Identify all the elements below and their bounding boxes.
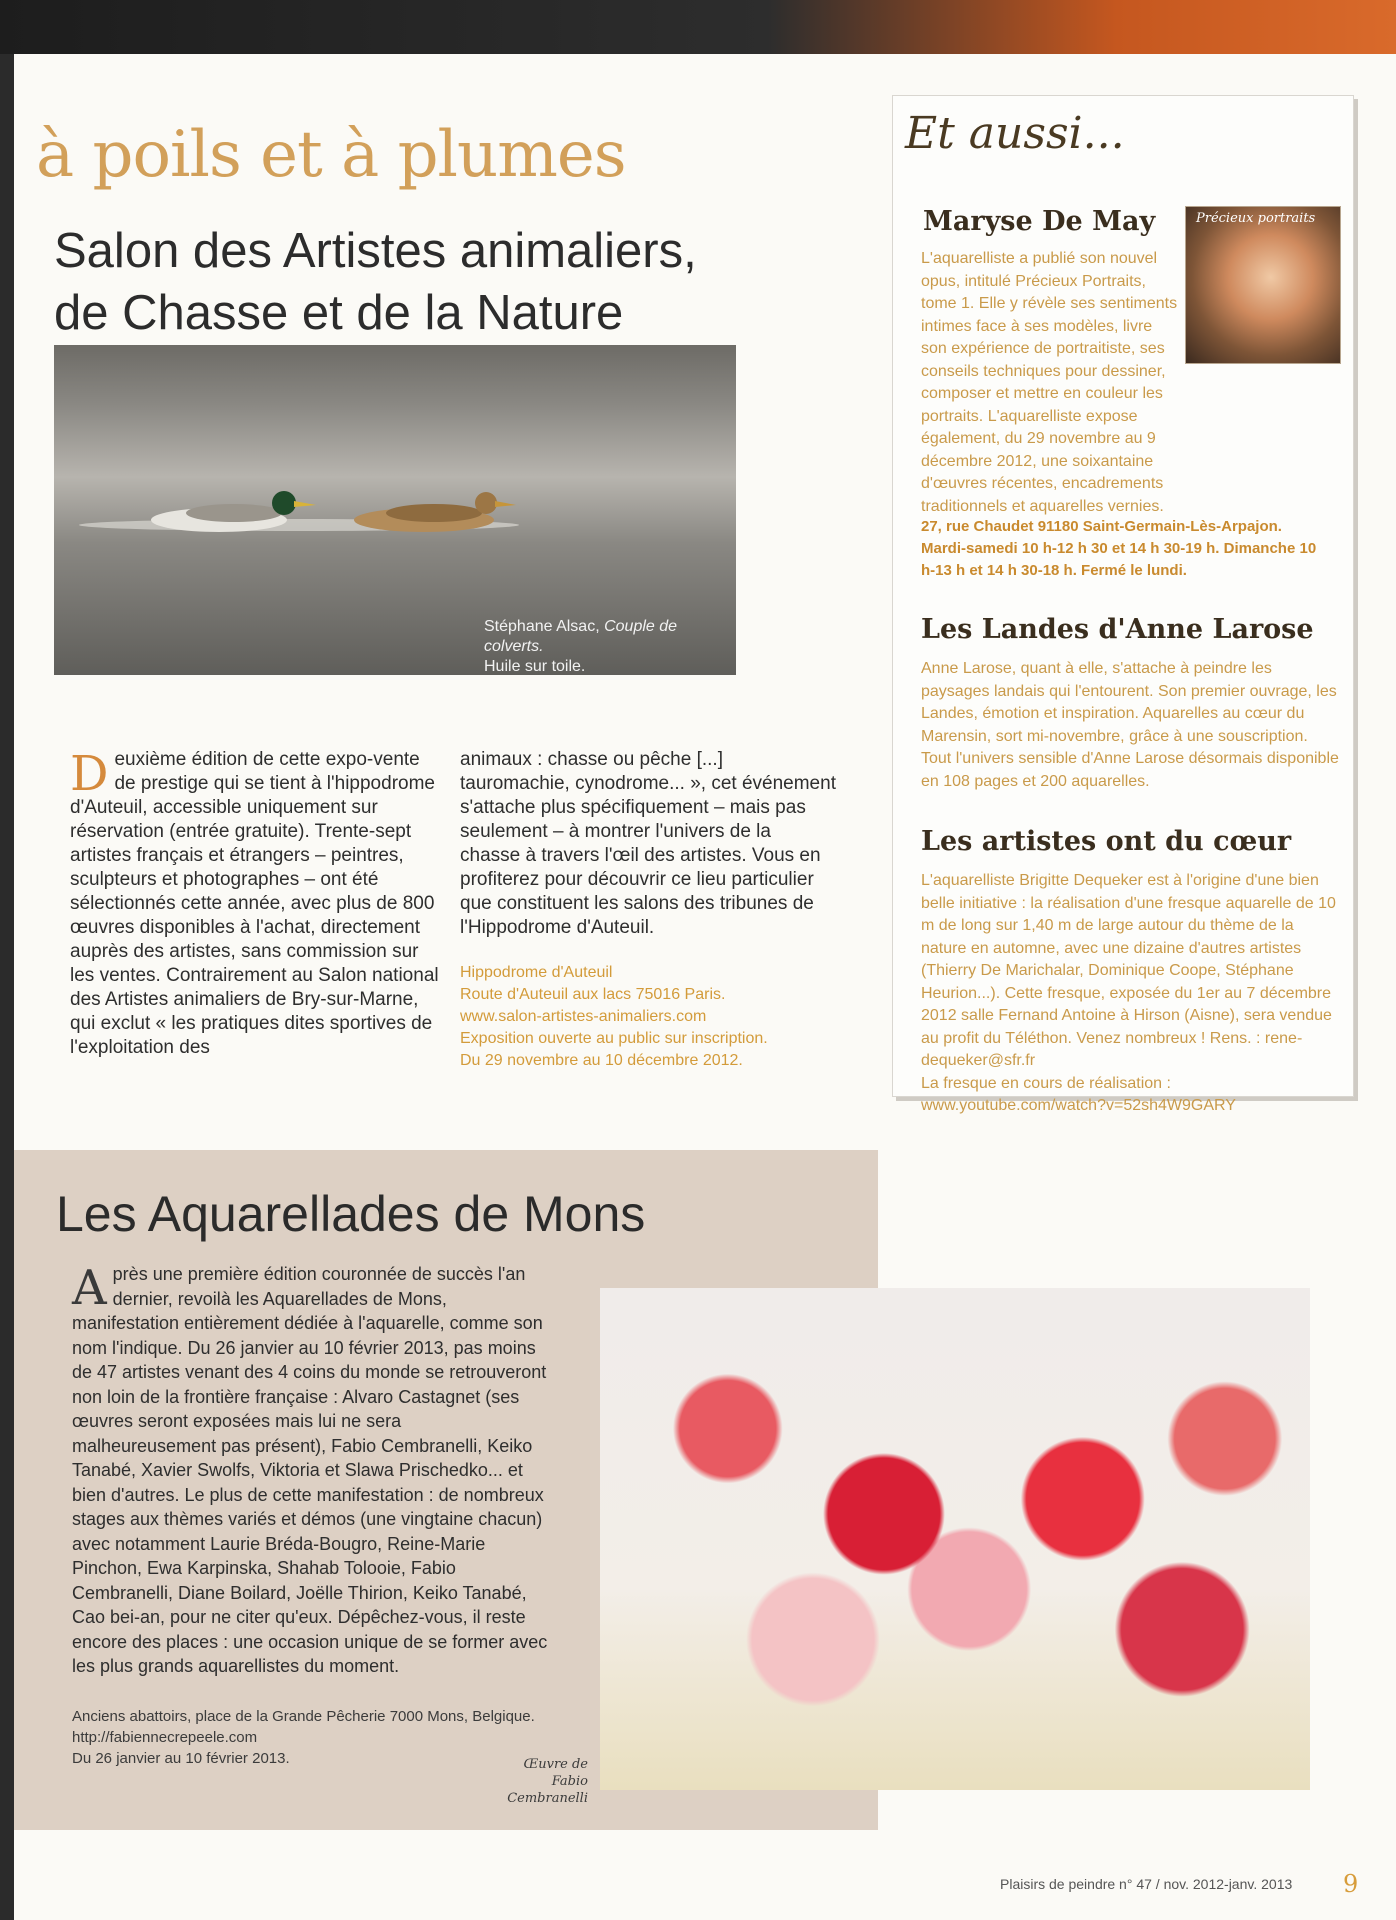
article1-col1-text: euxième édition de cette expo-vente de prestige qui se tient à l'hippodrome d'Auteuil, accessible uniquement sur réservation (entrée gratuite). Trente-sept artistes français et étrangers – peintres, sculpteurs et photographes – ont été sélectionnés cette année, avec plus de 800 œuvres disponibles à l'achat, directement auprès des artistes, sans commission sur les ventes. Contrairement au Salon national des Artistes animaliers de Bry-sur-Marne, qui exclut « les pratiques dites sportives de l'exploitation des [70, 749, 439, 1058]
article2-title: Les Aquarellades de Mons [56, 1186, 646, 1242]
article2-info-address: Anciens abattoirs, place de la Grande Pêcherie 7000 Mons, Belgique. [72, 1708, 535, 1725]
info-address: Route d'Auteuil aux lacs 75016 Paris. [460, 986, 726, 1003]
page-footer: Plaisirs de peindre n° 47 / nov. 2012-janv. 2013 [1000, 1876, 1293, 1892]
sidebar-item3-title: Les artistes ont du cœur [921, 826, 1292, 857]
sidebar-item3-text [921, 870, 1341, 1118]
sidebar-item3-link[interactable]: www.youtube.com/watch?v=52sh4W9GARY [921, 1097, 1236, 1114]
flower-watercolor-image [600, 1288, 1310, 1790]
sidebar-item1-address: 27, rue Chaudet 91180 Saint-Germain-Lès-Arpajon. Mardi-samedi 10 h-12 h 30 et 14 h 30-19 h. Dimanche 10 h-13 h et 14 h 30-18 h. Fermé le lundi. [921, 518, 1317, 579]
book-cover-image [1185, 206, 1341, 364]
sidebar-box [892, 95, 1354, 1114]
article2-info-dates: Du 26 janvier au 10 février 2013. [72, 1750, 290, 1767]
article2-info-website-link[interactable]: http://fabiennecrepeele.com [72, 1729, 258, 1746]
caption-medium: Huile sur toile. [484, 658, 586, 675]
info-website-link[interactable]: www.salon-artistes-animaliers.com [460, 1008, 707, 1025]
sidebar-item3-body: L'aquarelliste Brigitte Dequeker est à l'origine d'une bien belle initiative : la réalisation d'une fresque aquarelle de 10 m de long sur 1,40 m de large autour du thème de la nature en automne, avec une dizaine d'autres artistes (Thierry De Marichalar, Dominique Coope, Stéphane Heurion...). Cette fresque, exposée du 1er au 7 décembre 2012 salle Fernand Antoine à Hirson (Aisne), sera vendue au profit du Téléthon. Venez nombreux ! Rens. : rene-dequeker@sfr.fr [921, 872, 1336, 1069]
article2-dropcap: A [72, 1260, 107, 1316]
article1-info-block [460, 962, 768, 1072]
article1-dropcap: D [70, 746, 109, 802]
info-dates: Du 29 novembre au 10 décembre 2012. [460, 1052, 743, 1069]
painting-caption-line2: Fabio Cembranelli [507, 1774, 588, 1806]
sidebar-item1-title: Maryse De May [923, 206, 1156, 237]
sidebar-item2-text: Anne Larose, quant à elle, s'attache à peindre les paysages landais qui l'entourent. Son premier ouvrage, les Landes, émotion et inspiration. Aquarelles au cœur du Marensin, sort mi-novembre, grâce à une souscription. Tout l'univers sensible d'Anne Larose désormais disponible en 108 pages et 200 aquarelles. [921, 660, 1339, 790]
article2-body [72, 1262, 550, 1679]
sidebar-item3-link-label: La fresque en cours de réalisation : [921, 1074, 1171, 1092]
sidebar-item1-text: L'aquarelliste a publié son nouvel opus, intitulé Précieux Portraits, tome 1. Elle y révèle ses sentiments intimes face à ses modèles, livre son expérience de portraitiste, ses conseils techniques pour dessiner, composer et mettre en couleur les portraits. L'aquarelliste expose également, du 29 novembre au 9 décembre 2012, une soixantaine d'œuvres récentes, encadrements traditionnels et aquarelles vernies. [921, 250, 1178, 515]
article1-title-line1: Salon des Artistes animaliers, [54, 224, 697, 278]
page-number: 9 [1343, 1870, 1359, 1898]
sidebar-heading: Et aussi... [905, 108, 1125, 159]
info-venue: Hippodrome d'Auteuil [460, 964, 613, 981]
flower-painting-caption [470, 1756, 588, 1807]
caption-author: Stéphane Alsac, [484, 618, 600, 635]
info-access: Exposition ouverte au public sur inscription. [460, 1030, 768, 1047]
article1-column1 [70, 748, 444, 1060]
sidebar-item2-title: Les Landes d'Anne Larose [921, 614, 1314, 645]
duck-image-caption [484, 617, 736, 677]
painting-caption-line1: Œuvre de [523, 1757, 588, 1772]
article1-col2-text: animaux : chasse ou pêche [...] tauromachie, cynodrome... », cet événement s'attache plus spécifiquement – mais pas seulement – à montrer l'univers de la chasse à travers l'œil des artistes. Vous en profiterez pour découvrir ce lieu particulier que constituent les salons des tribunes de l'Hippodrome d'Auteuil. [460, 749, 836, 938]
article1-title [54, 220, 754, 344]
article1-column2 [460, 748, 836, 940]
section-kicker: à poils et à plumes [36, 118, 626, 192]
caption-title: Couple de colverts. [484, 618, 678, 655]
article2-text: près une première édition couronnée de succès l'an dernier, revoilà les Aquarellades de Mons, manifestation entièrement dédiée à l'aquarelle, comme son nom l'indique. Du 26 janvier au 10 février 2013, pas moins de 47 artistes venant des 4 coins du monde se retrouveront non loin de la frontière française : Alvaro Castagnet (ses œuvres seront exposées mais lui ne sera malheureusement pas présent), Fabio Cembranelli, Keiko Tanabé, Xavier Swolfs, Viktoria et Slawa Prischedko... et bien d'autres. Le plus de cette manifestation : de nombreux stages aux thèmes variés et démos (une vingtaine chacun) avec notamment Laurie Bréda-Bougro, Reine-Marie Pinchon, Ewa Karpinska, Shahab Tolooie, Fabio Cembranelli, Diane Boilard, Joëlle Thirion, Keiko Tanabé, Cao bei-an, pour ne citer qu'eux. Dépêchez-vous, il reste encore des places : une occasion unique de se former avec les plus grands aquarellistes du moment. [72, 1264, 548, 1676]
duck-painting-image [54, 345, 736, 675]
article1-title-line2: de Chasse et de la Nature [54, 286, 624, 340]
top-scan-strip [0, 0, 1396, 54]
sidebar-item1-text-top [921, 248, 1179, 518]
article2-info-block [72, 1706, 535, 1769]
book-cover-label: Précieux portraits [1196, 211, 1316, 226]
